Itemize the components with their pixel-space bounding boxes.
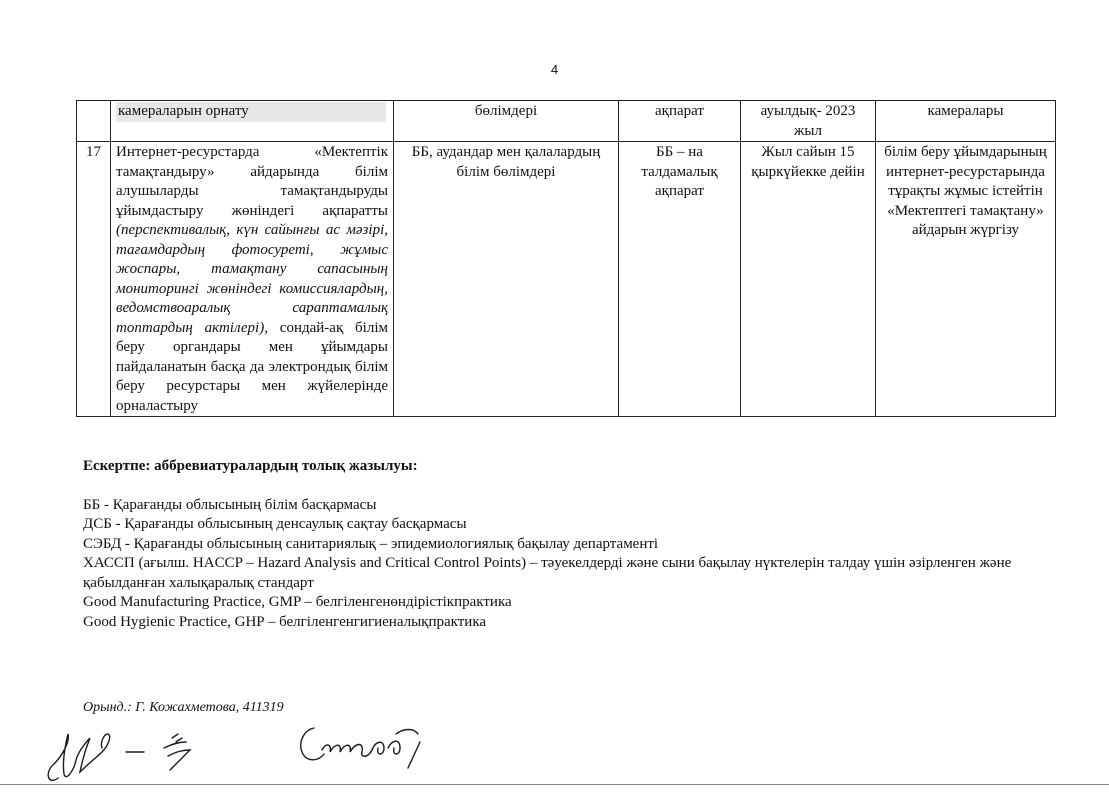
responsible-cell: ББ, аудандар мен қалалардың білім бөлімдері [394,142,619,417]
form-cell: ақпарат [619,101,741,142]
measure-text-italic: (перспективалық, күн сайынғы ас мәзірі, тағамдардың фотосуреті, жұмыс жоспары, тамақтану сапасының мониторингі жөніндегі комиссиялардың, ведомствоаралық сараптамалық топтардың актілері) [116,222,388,336]
measure-text-part: Интернет-ресурстарда «Мектептік тамақтандыру» айдарында білім алушыларды тамақтандыруды ұйымдастыру жөніндегі ақпаратты [116,144,388,219]
abbreviation-line: Good Manufacturing Practice, GMP – белгіленгенөндірістікпрактика [83,594,512,610]
table-row [77,142,1056,417]
abbreviation-notes [83,457,1053,632]
deadline-cell: Жыл сайын 15 қыркүйекке дейін [741,142,876,417]
responsible-cell: бөлімдері [394,101,619,142]
signature-initials-icon [40,712,210,792]
abbreviation-line: ББ - Қарағанды облысының білім басқармасы [83,496,377,513]
bottom-rule [0,784,1109,785]
abbreviation-line: ХАССП (ағылш. HACCP – Hazard Analysis and Critical Control Points) – тәуекелдерді және сыни бақылау нүктелерін талдау үшін әзірленген және қабылданған халықаралық стандарт [83,555,1012,591]
abbreviation-line: Good Hygienic Practice, GHP – белгіленгенгигиеналықпрактика [83,613,487,630]
table-row [77,101,1056,142]
row-number-cell: 17 [77,142,111,417]
deadline-cell: ауылдық- 2023 жыл [741,101,876,142]
page-number: 4 [550,62,559,77]
measure-text-part: , сондай-ақ білім беру органдары мен ұйымдары пайдаланатын басқа да электрондық білім беру ресурстары мен жүйелерінде орналастыру [116,319,388,414]
measure-cell [111,142,394,417]
plan-table [76,100,1056,417]
row-number-cell [77,101,111,142]
result-cell: камералары [876,101,1056,142]
measure-cell [111,101,394,142]
executor-line: Орынд.: Г. Кожахметова, 411319 [83,700,284,715]
form-cell: ББ – на талдамалық ақпарат [619,142,741,417]
abbreviation-line: ДСБ - Қарағанды облысының денсаулық сақтау басқармасы [83,516,467,532]
result-cell: білім беру ұйымдарының интернет-ресурстарында тұрақты жұмыс істейтін «Мектептегі тамақтану» айдарын жүргізу [876,142,1056,417]
signature-icon [292,712,442,782]
notes-heading: Ескертпе: аббревиатуралардың толық жазылуы: [83,458,418,474]
abbreviation-line: СЭБД - Қарағанды облысының санитариялық – эпидемиологиялық бақылау департаменті [83,535,659,552]
measure-text: камераларын орнату [116,102,386,122]
